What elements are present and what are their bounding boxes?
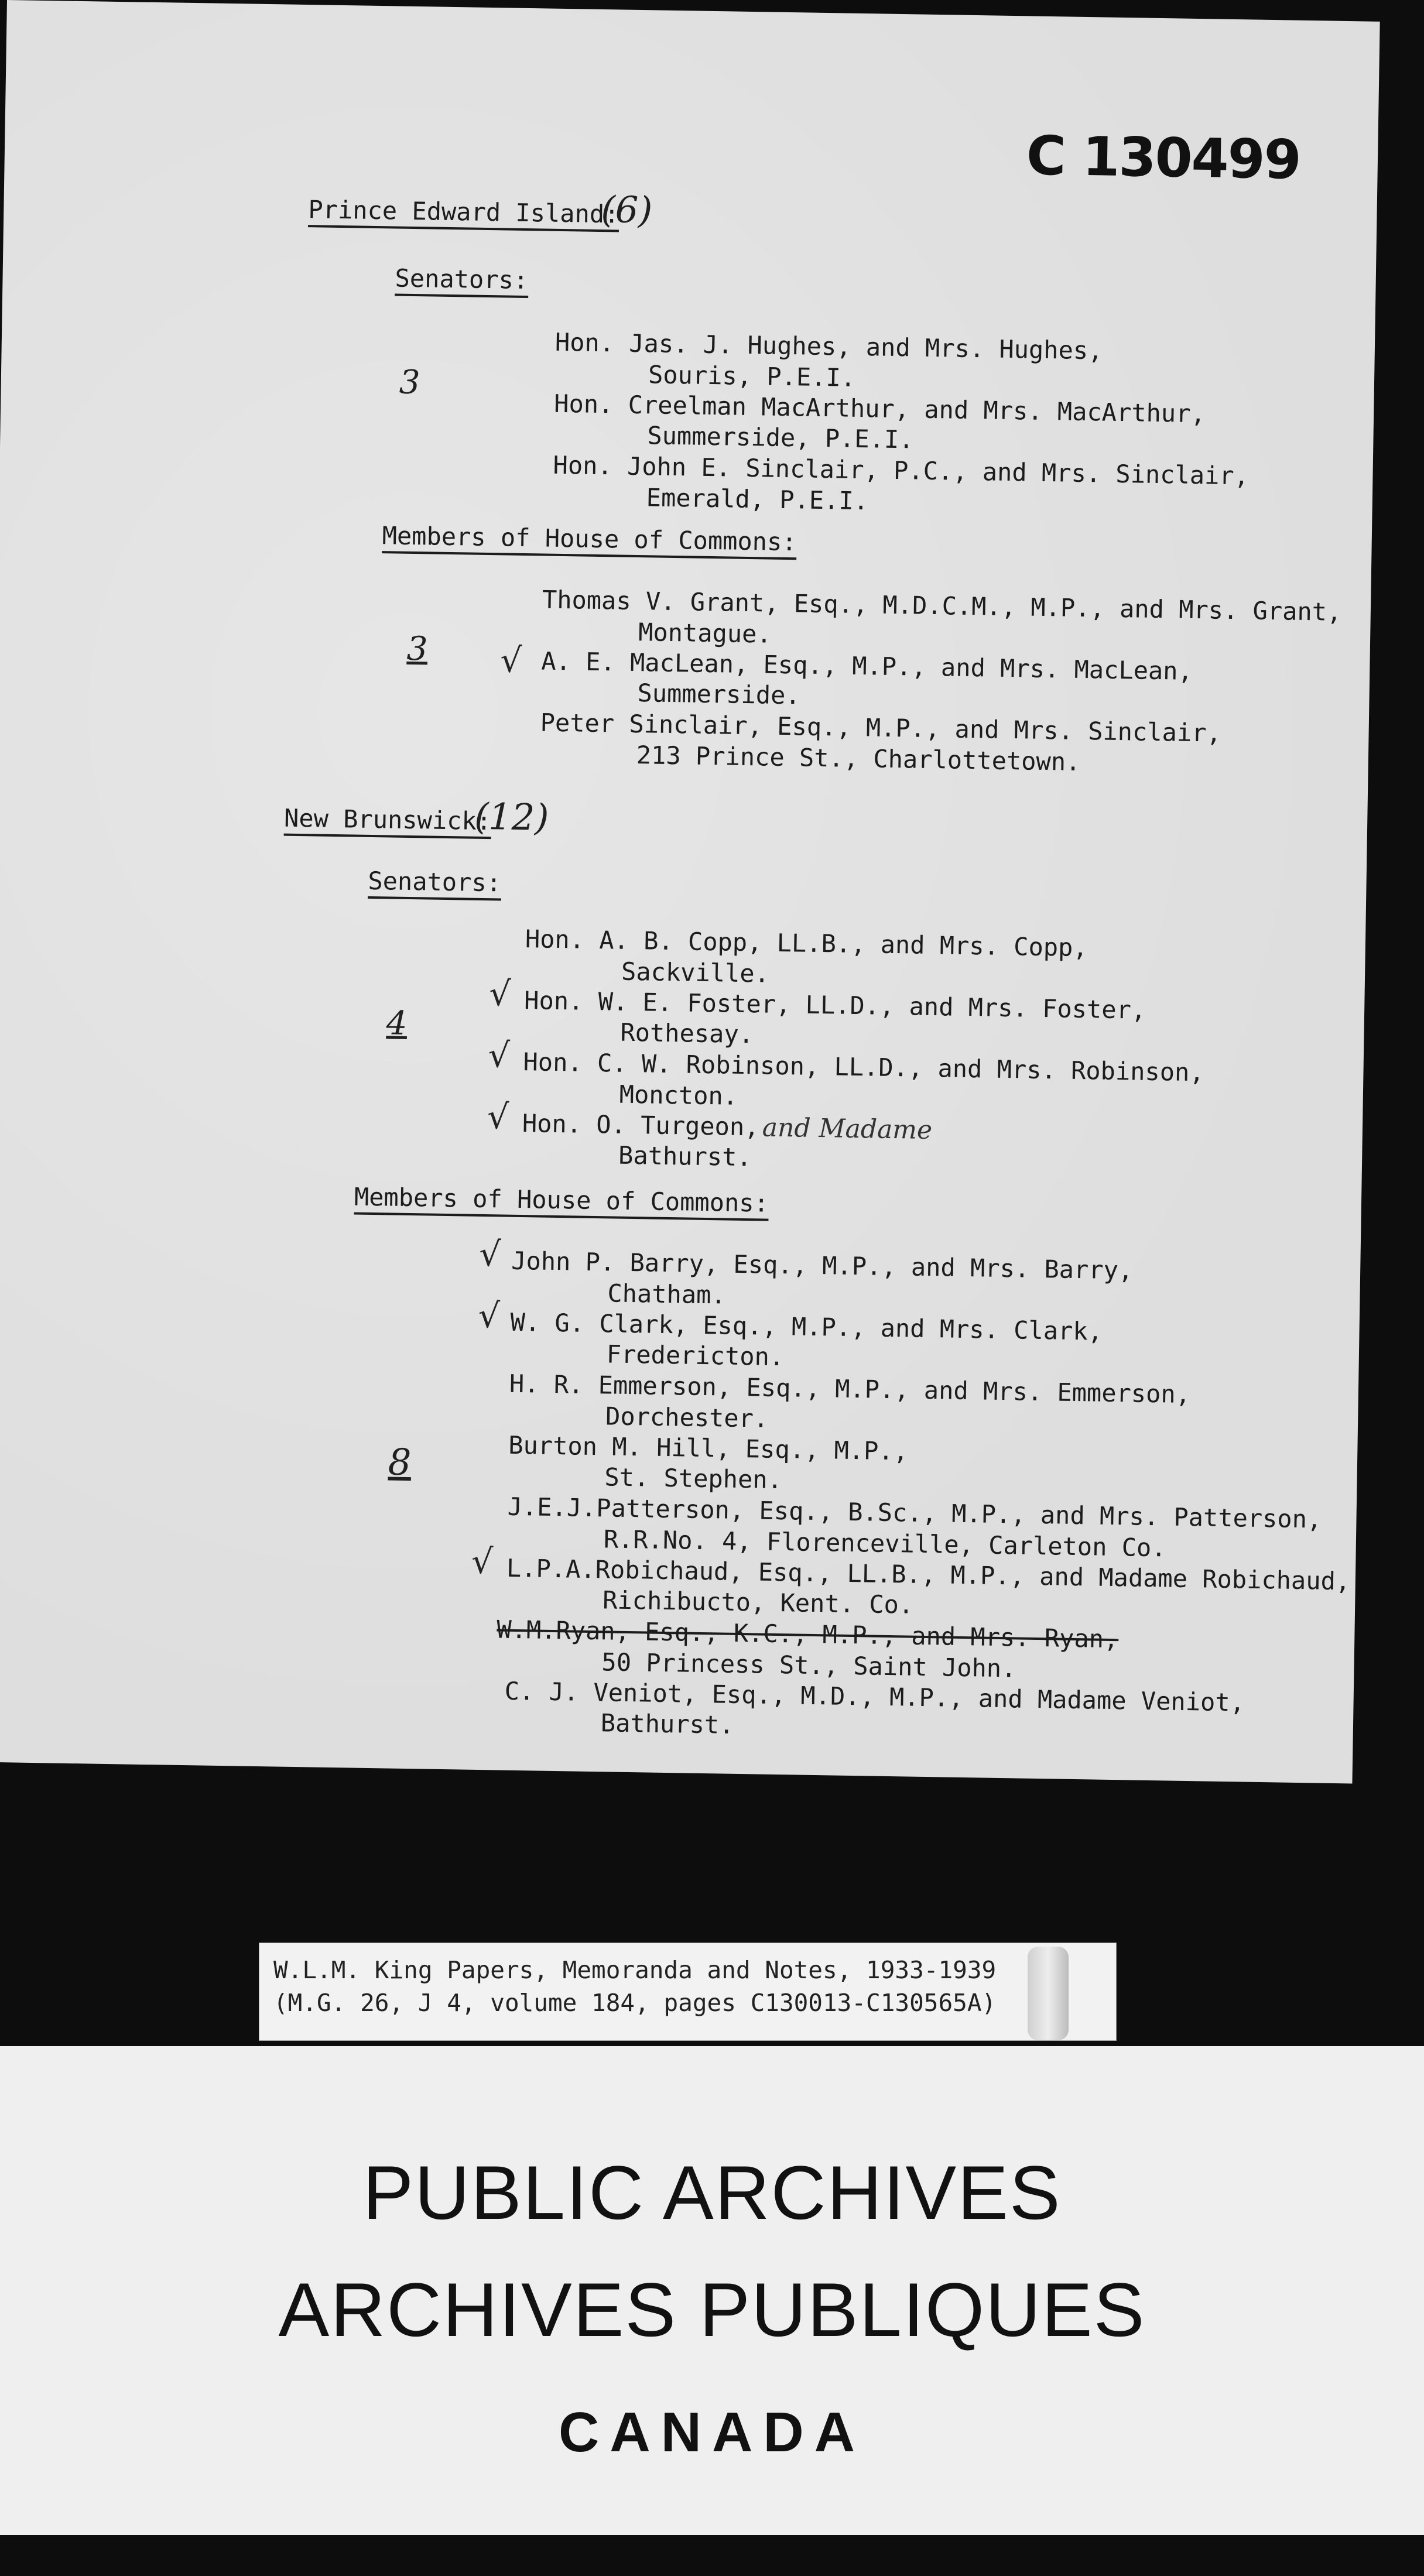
entry-line: Summerside, P.E.I. [647, 421, 914, 454]
check-mark-icon: √ [471, 1541, 494, 1582]
entry-line: Souris, P.E.I. [648, 360, 856, 392]
entry-line: Rothesay. [620, 1018, 754, 1049]
entry-line: Emerald, P.E.I. [646, 483, 869, 516]
check-mark-icon: √ [488, 1035, 511, 1075]
entry-line: Burton M. Hill, Esq., M.P., [508, 1430, 909, 1466]
banner-country: CANADA [559, 2401, 865, 2464]
entry-line: Hon. Jas. J. Hughes, and Mrs. Hughes, [554, 327, 1103, 365]
banner-title-french: ARCHIVES PUBLIQUES [278, 2267, 1146, 2352]
section-heading-nb: New Brunswick: [284, 804, 492, 840]
entry-line: L.P.A.Robichaud, Esq., LL.B., M.P., and Madame Robichaud, [506, 1553, 1351, 1596]
check-mark-icon: √ [478, 1295, 501, 1336]
handwritten-count-nb: (12) [474, 794, 550, 839]
archive-caption-slip [259, 1943, 1117, 2041]
entry-line: Hon. W. E. Foster, LL.D., and Mrs. Foster, [523, 986, 1146, 1025]
entry-line: Hon. O. Turgeon, [522, 1109, 759, 1142]
entry-line: Hon. Creelman MacArthur, and Mrs. MacArthur, [553, 389, 1206, 429]
entry-line: R.R.No. 4, Florenceville, Carleton Co. [603, 1525, 1166, 1563]
entry-line-struck: W.M.Ryan, Esq., K.C., M.P., and Mrs. Ryan, [497, 1615, 1119, 1654]
handwritten-tally: 8 [388, 1440, 412, 1484]
group-heading-pei-senators: Senators: [395, 263, 528, 298]
check-mark-icon: √ [488, 974, 511, 1014]
entry-line: 213 Prince St., Charlottetown. [636, 741, 1081, 776]
reference-number: C 130499 [1026, 124, 1301, 191]
entry-line: Bathurst. [600, 1708, 734, 1739]
entry-line: A. E. MacLean, Esq., M.P., and Mrs. MacLean, [540, 646, 1193, 686]
archives-banner [0, 2046, 1424, 2535]
entry-line: Thomas V. Grant, Esq., M.D.C.M., M.P., and Mrs. Grant, [542, 585, 1342, 626]
entry-line: W. G. Clark, Esq., M.P., and Mrs. Clark, [510, 1307, 1103, 1346]
entry-line: Bathurst. [618, 1140, 752, 1172]
banner-title-english: PUBLIC ARCHIVES [362, 2150, 1062, 2235]
entry-line: Hon. John E. Sinclair, P.C., and Mrs. Sinclair, [553, 450, 1250, 491]
caption-line: (M.G. 26, J 4, volume 184, pages C130013-C130565A) [273, 1989, 997, 2017]
group-heading-pei-commons: Members of House of Commons: [382, 521, 797, 560]
check-mark-icon: √ [499, 640, 522, 680]
entry-line: Montague. [638, 618, 772, 649]
entry-line: H. R. Emmerson, Esq., M.P., and Mrs. Emmerson, [509, 1369, 1191, 1409]
tape-strip [1028, 1947, 1069, 2040]
entry-line: C. J. Veniot, Esq., M.D., M.P., and Madame Veniot, [504, 1676, 1245, 1717]
check-mark-icon: √ [487, 1097, 509, 1137]
section-heading-pei: Prince Edward Island: [308, 195, 619, 232]
entry-line: Fredericton. [606, 1340, 785, 1372]
caption-line: W.L.M. King Papers, Memoranda and Notes, 1933-1939 [273, 1956, 997, 1984]
group-heading-nb-senators: Senators: [368, 866, 501, 901]
handwritten-addition: and Madame [762, 1112, 933, 1146]
handwritten-tally: 4 [386, 1004, 408, 1043]
entry-line: 50 Princess St., Saint John. [601, 1647, 1016, 1683]
entry-line: Summerside. [637, 679, 801, 710]
entry-line: Richibucto, Kent. Co. [602, 1585, 914, 1619]
handwritten-tally: 3 [406, 629, 428, 669]
entry-line: Moncton. [619, 1080, 738, 1111]
entry-line: Hon. A. B. Copp, LL.B., and Mrs. Copp, [525, 924, 1088, 962]
entry-line: John P. Barry, Esq., M.P., and Mrs. Barry, [511, 1246, 1134, 1285]
group-heading-nb-commons: Members of House of Commons: [354, 1183, 769, 1221]
entry-line: Sackville. [621, 957, 770, 988]
entry-line: Peter Sinclair, Esq., M.P., and Mrs. Sinclair, [540, 708, 1222, 748]
entry-line: Chatham. [607, 1279, 727, 1310]
handwritten-count-pei: (6) [600, 187, 653, 232]
check-mark-icon: √ [478, 1234, 501, 1275]
entry-line: Dorchester. [605, 1402, 769, 1433]
entry-line: J.E.J.Patterson, Esq., B.Sc., M.P., and Mrs. Patterson, [507, 1492, 1322, 1534]
handwritten-tally: 3 [399, 363, 420, 402]
entry-line: St. Stephen. [604, 1462, 783, 1495]
entry-line: Hon. C. W. Robinson, LL.D., and Mrs. Robinson, [523, 1047, 1205, 1087]
